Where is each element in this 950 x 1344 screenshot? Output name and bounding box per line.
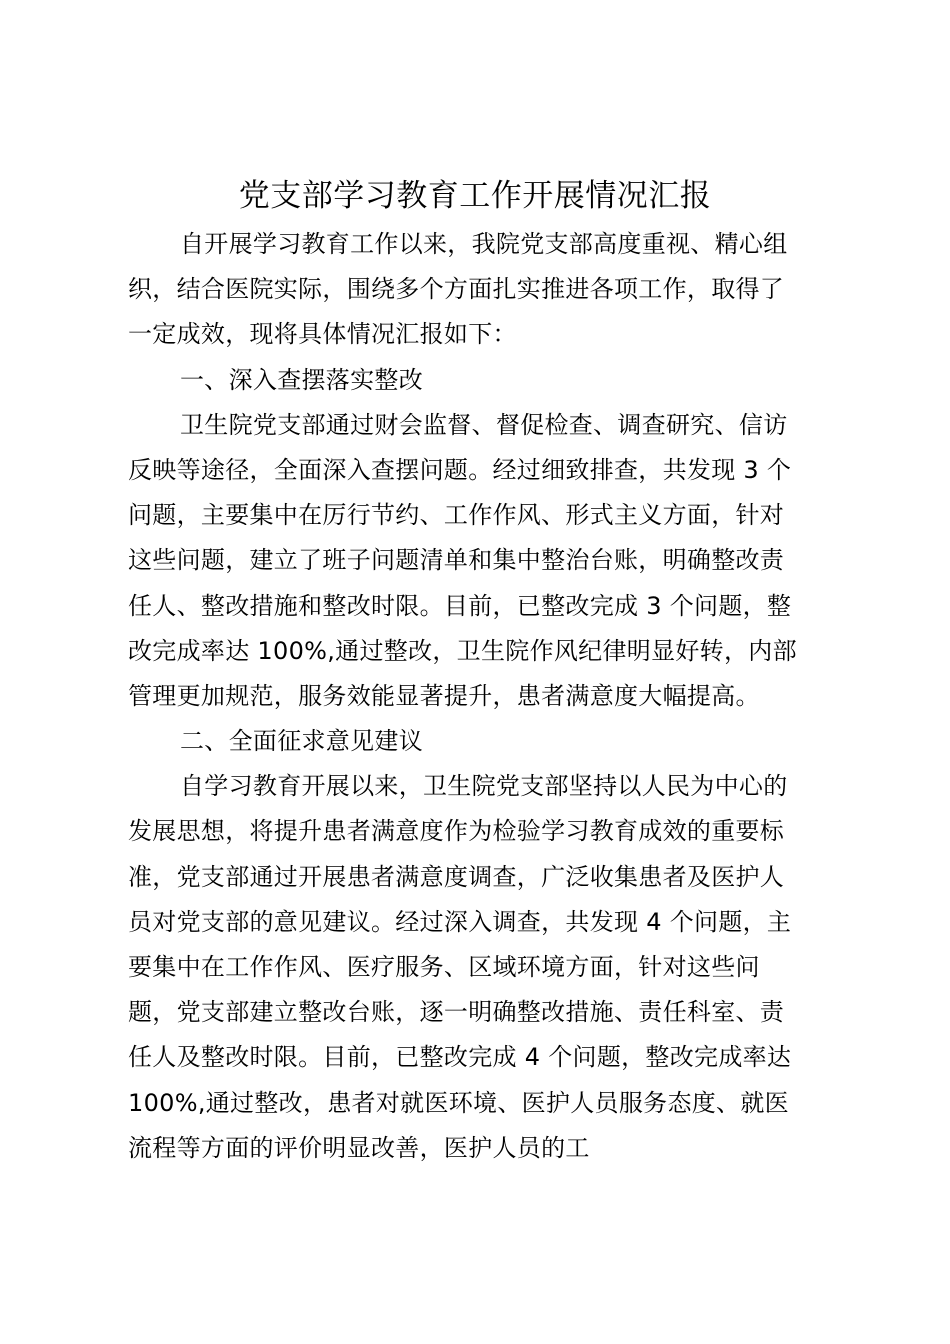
section2-line-5: 要集中在工作作风、医疗服务、区域环境方面，针对这些问: [128, 953, 760, 981]
section2-line-1: 自学习教育开展以来，卫生院党支部坚持以人民为中心的: [180, 772, 788, 801]
section2-line-8: 100%,通过整改，患者对就医环境、医护人员服务态度、就医: [128, 1088, 789, 1117]
section-heading-2: 二、全面征求意见建议: [180, 727, 423, 756]
section2-line-2: 发展思想，将提升患者满意度作为检验学习教育成效的重要标: [128, 817, 785, 846]
section-heading-1: 一、深入查摆落实整改: [180, 365, 423, 394]
document-body: [128, 222, 838, 1171]
section1-line-1: 卫生院党支部通过财会监督、督促检查、调查研究、信访: [180, 410, 788, 439]
section1-line-2: 反映等途径，全面深入查摆问题。经过细致排查，共发现 3 个: [128, 455, 792, 484]
intro-line-3: 一定成效，现将具体情况汇报如下：: [128, 320, 517, 349]
section2-line-3: 准，党支部通过开展患者满意度调查，广泛收集患者及医护人: [128, 862, 785, 891]
intro-line-2: 织，结合医院实际，围绕多个方面扎实推进各项工作，取得了: [128, 275, 785, 304]
section2-line-7: 任人及整改时限。目前，已整改完成 4 个问题，整改完成率达: [128, 1043, 792, 1072]
section2-line-6: 题，党支部建立整改台账，逐一明确整改措施、责任科室、责: [128, 998, 785, 1027]
section1-line-5: 任人、整改措施和整改时限。目前，已整改完成 3 个问题，整: [128, 591, 792, 620]
section1-line-3: 问题，主要集中在厉行节约、工作作风、形式主义方面，针对: [128, 501, 785, 530]
intro-line-1: 自开展学习教育工作以来，我院党支部高度重视、精心组: [180, 230, 788, 258]
section1-line-4: 这些问题，建立了班子问题清单和集中整治台账，明确整改责: [128, 546, 785, 575]
section1-line-7: 管理更加规范，服务效能显著提升，患者满意度大幅提高。: [128, 681, 760, 710]
document-title: 党支部学习教育工作开展情况汇报: [238, 178, 712, 214]
section1-line-6: 改完成率达 100%,通过整改，卫生院作风纪律明显好转，内部: [128, 636, 797, 665]
section2-line-9: 流程等方面的评价明显改善，医护人员的工: [128, 1133, 590, 1162]
section2-line-4: 员对党支部的意见建议。经过深入调查，共发现 4 个问题，主: [128, 907, 792, 936]
